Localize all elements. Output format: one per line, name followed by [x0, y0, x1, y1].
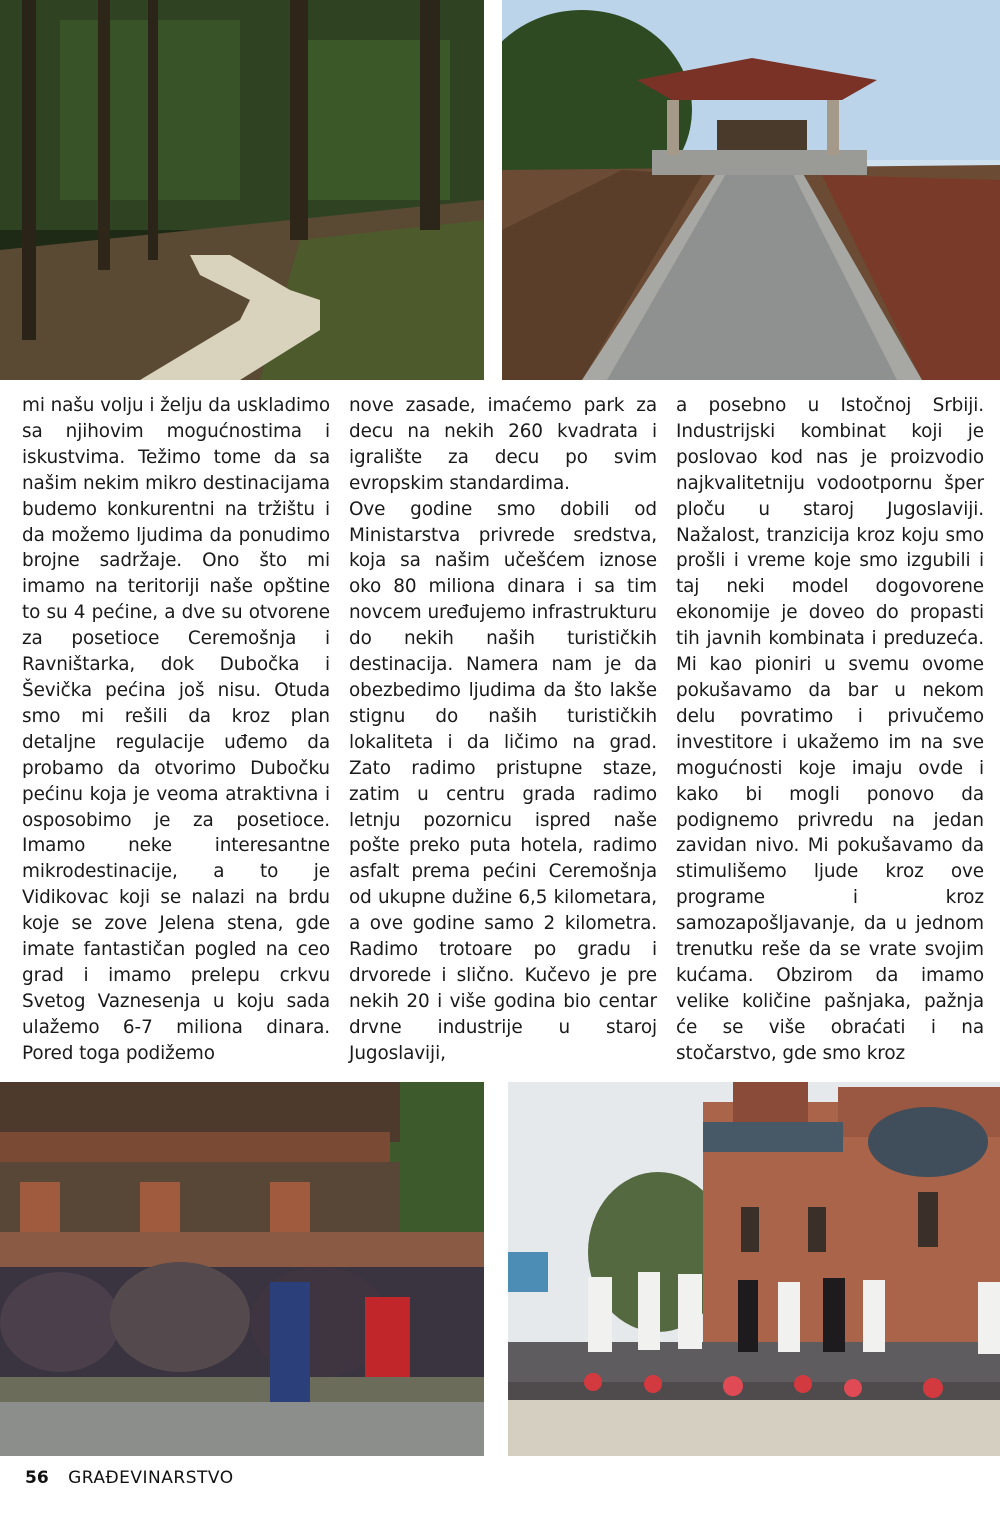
- text-column-3: [676, 393, 984, 1067]
- photo-pavilion: [502, 0, 1000, 380]
- photo-group-building: [0, 1082, 484, 1456]
- column-2-text: nove zasade, imaćemo park za decu na nekih 260 kvadrata i igralište za decu po svim evropskim standardima. Ove godine smo dobili od Ministarstva privrede sredstva, koja sa našim učešćem iznose oko 80 miliona dinara i sa tim novcem uređujemo infrastrukturu do nekih naših turističkih destinacija. Namera nam je da obezbedimo ljudima da što lakše stignu do naših turističkih lokaliteta i da ličimo na grad. Zato radimo pristupne staze, zatim u centru grada radimo letnju pozornicu ispred naše pošte preko puta hotela, radimo asfalt prema pećini Ceremošnja od ukupne dužine 6,5 kilometara, a ove godine samo 2 kilometra. Radimo trotoare po gradu i drvorede i slično. Kučevo je pre nekih 20 i više godina bio centar drvne industrije u staroj Jugoslaviji,: [349, 395, 657, 1064]
- column-3-text: a posebno u Istočnoj Srbiji. Industrijski kombinat koji je poslovao kod nas je proizvodio najkvalitetniju vodootpornu šper ploču u staroj Jugoslaviji. Nažalost, tranzicija kroz koju smo prošli i vreme koje smo izgubili i taj neki model dogovorene ekonomije je doveo do propasti tih javnih kombinata i preduzeća. Mi kao pioniri u svemu ovome pokušavamo da bar u nekom delu povratimo i privučemo investitore i ukažemo im na sve mogućnosti koje imaju ovde i kako bi mogli ponovo da podignemo privredu na jedan zavidan nivo. Mi pokušavamo da stimulišemo ljude kroz ove programe i kroz samozapošljavanje, da u jednom trenutku reše da se vrate svojim kućama. Obzirom da imamo velike količine pašnjaka, pažnja će se više obraćati i na stočarstvo, gde smo kroz: [676, 395, 984, 1064]
- church-dancers-image: [508, 1082, 1000, 1456]
- page-footer: [25, 1468, 234, 1488]
- column-1-text: mi našu volju i želju da uskladimo sa njihovim mogućnostima i iskustvima. Težimo tome da sa našim nekim mikro destinacijama budemo konkurentni na tržištu i da možemo ljudima da ponudimo brojne sadržaje. Ono što mi imamo na teritoriji naše opštine to su 4 pećine, a dve su otvorene za posetioce Ceremošnja i Ravništarka, dok Dubočka i Ševička pećina još nisu. Otuda smo mi rešili da kroz plan detaljne regulacije uđemo da probamo da otvorimo Dubočku pećinu koja je veoma atraktivna i osposobimo je za posetioce. Imamo neke interesantne mikrodestinacije, a to je Vidikovac koji se nalazi na brdu koje se zove Jelena stena, gde imate fantastičan pogled na ceo grad i imamo prelepu crkvu Svetog Vaznesenja u koju sada ulažemo 6-7 miliona dinara. Pored toga podižemo: [22, 395, 330, 1064]
- photo-church-dancers: [508, 1082, 1000, 1456]
- text-column-1: [22, 393, 330, 1067]
- forest-path-image: [0, 0, 484, 380]
- page-number: 56: [25, 1468, 49, 1488]
- pavilion-image: [502, 0, 1000, 380]
- text-column-2: [349, 393, 657, 1067]
- group-building-image: [0, 1082, 484, 1456]
- magazine-name: GRAĐEVINARSTVO: [68, 1468, 234, 1488]
- photo-forest-path: [0, 0, 484, 380]
